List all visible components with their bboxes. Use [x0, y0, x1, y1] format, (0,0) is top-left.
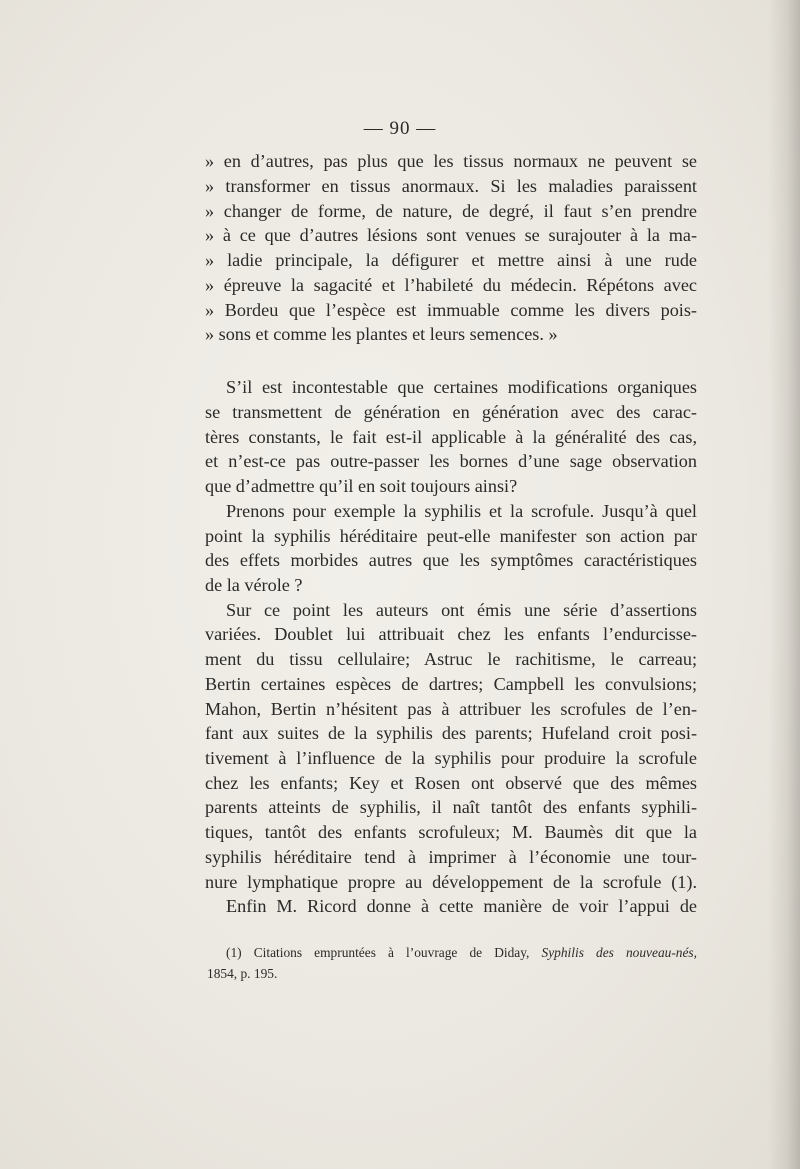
footnote-title: Syphilis des nouveau-nés,	[541, 945, 697, 960]
text-line: point la syphilis héréditaire peut-elle manifester son action par	[205, 526, 697, 546]
text-line: » sons et comme les plantes et leurs semences. »	[205, 324, 558, 344]
footnote-text: (1) Citations empruntées à l’ouvrage de Diday,	[226, 945, 530, 960]
text-line: de la vérole ?	[205, 575, 303, 595]
text-line: tiques, tantôt des enfants scrofuleux; M. Baumès dit que la	[205, 822, 697, 842]
text-line: » changer de forme, de nature, de degré, il faut s’en prendre	[205, 201, 697, 221]
text-line: chez les enfants; Key et Rosen ont observé que des mêmes	[205, 773, 697, 793]
text-line: Bertin certaines espèces de dartres; Campbell les convulsions;	[205, 674, 697, 694]
text-line: que d’admettre qu’il en soit toujours ainsi?	[205, 476, 518, 496]
paragraph-first-line: Sur ce point les auteurs ont émis une série d’assertions	[226, 600, 697, 620]
text-line: Mahon, Bertin n’hésitent pas à attribuer les scrofules de l’en-	[205, 699, 697, 719]
text-line: » épreuve la sagacité et l’habileté du médecin. Répétons avec	[205, 275, 697, 295]
text-line: et n’est-ce pas outre-passer les bornes d’une sage observation	[205, 451, 697, 471]
paragraph-first-line: Prenons pour exemple la syphilis et la scrofule. Jusqu’à quel	[226, 501, 697, 521]
paragraph-first-line: S’il est incontestable que certaines modifications organiques	[226, 377, 697, 397]
text-line: » transformer en tissus anormaux. Si les maladies paraissent	[205, 176, 697, 196]
text-line: variées. Doublet lui attribuait chez les enfants l’endurcisse-	[205, 624, 697, 644]
footnote-line: 1854, p. 195.	[207, 966, 278, 981]
text-line: des effets morbides autres que les symptômes caractéristiques	[205, 550, 697, 570]
text-line: » à ce que d’autres lésions sont venues se surajouter à la ma-	[205, 225, 697, 245]
text-line: parents atteints de syphilis, il naît tantôt des enfants syphili-	[205, 797, 697, 817]
text-line: se transmettent de génération en génération avec des carac-	[205, 402, 697, 422]
text-line: » en d’autres, pas plus que les tissus normaux ne peuvent se	[205, 151, 697, 171]
text-line: fant aux suites de la syphilis des parents; Hufeland croit posi-	[205, 723, 697, 743]
text-line: tères constants, le fait est-il applicable à la généralité des cas,	[205, 427, 697, 447]
text-line: ment du tissu cellulaire; Astruc le rachitisme, le carreau;	[205, 649, 697, 669]
page-number: — 90 —	[363, 118, 437, 139]
text-line: tivement à l’influence de la syphilis pour produire la scrofule	[205, 748, 697, 768]
text-line: » Bordeu que l’espèce est immuable comme les divers pois-	[205, 300, 697, 320]
text-line: syphilis héréditaire tend à imprimer à l’économie une tour-	[205, 847, 697, 867]
paragraph-first-line: Enfin M. Ricord donne à cette manière de voir l’appui de	[226, 896, 697, 916]
text-line: nure lymphatique propre au développement de la scrofule (1).	[205, 872, 697, 892]
spine-shadow	[768, 0, 800, 1169]
text-line: » ladie principale, la défigurer et mettre ainsi à une rude	[205, 250, 697, 270]
footnote-line	[226, 943, 697, 963]
